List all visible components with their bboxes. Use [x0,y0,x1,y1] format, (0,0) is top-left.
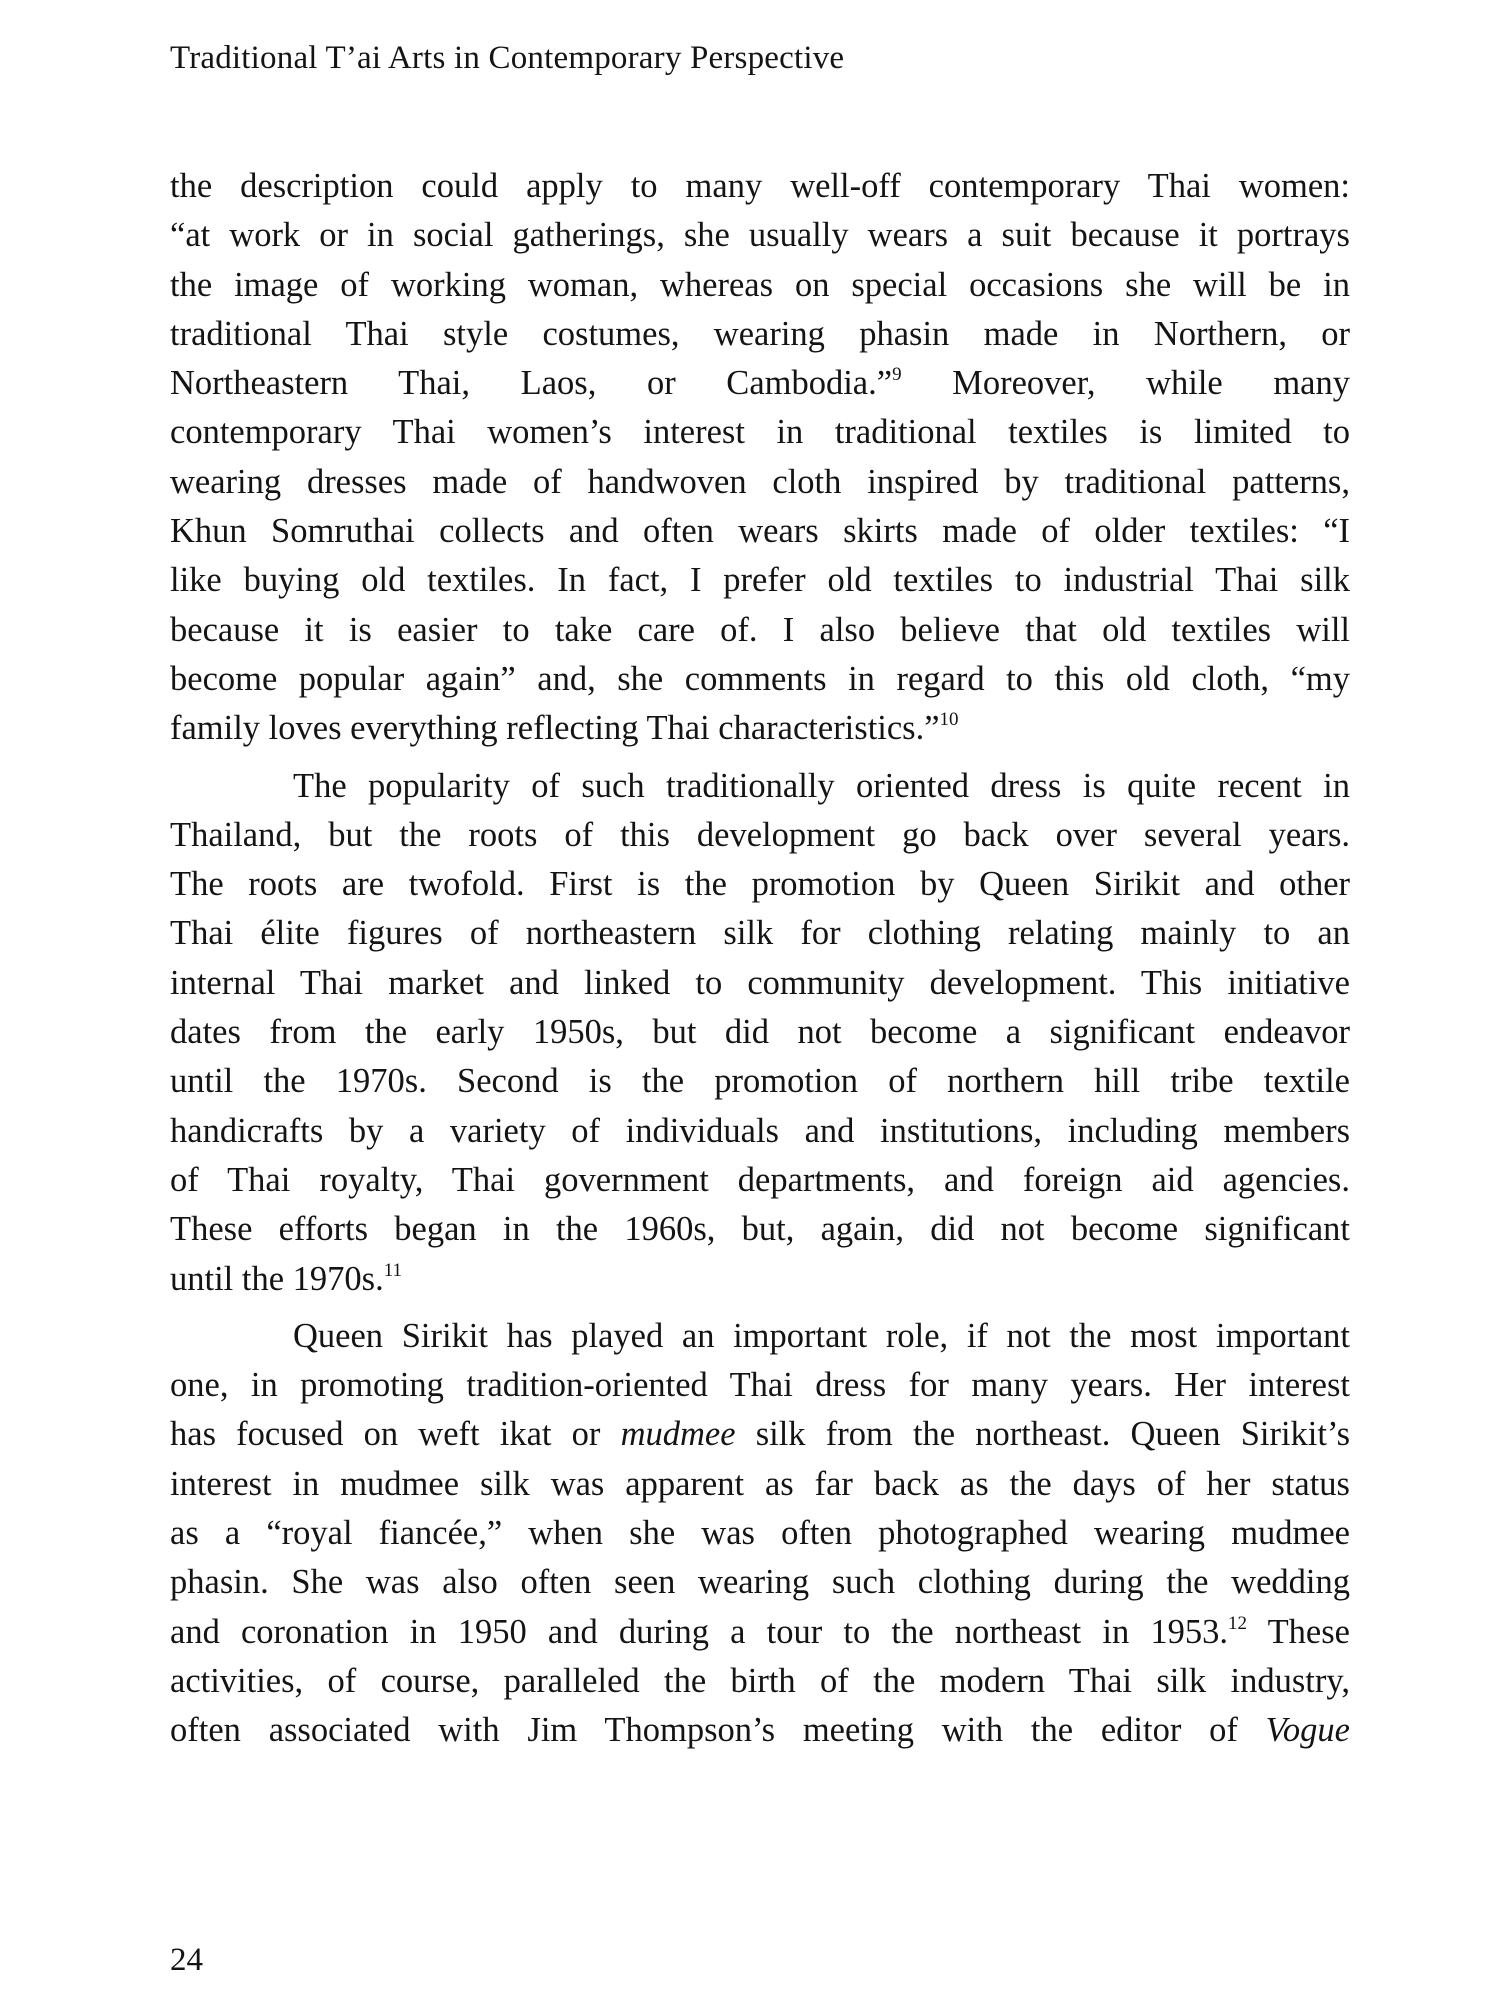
text-run: because it is easier to take care of. I also believe that old textiles will [170,610,1350,649]
footnote-ref: 9 [892,364,902,386]
text-run: dates from the early 1950s, but did not become a significant endeavor [170,1013,1350,1052]
text-line [170,860,1350,909]
text-run: and coronation in 1950 and during a tour to the northeast in 1953. [170,1612,1229,1651]
text-run: like buying old textiles. In fact, I prefer old textiles to industrial Thai silk [170,561,1350,600]
text-run: These efforts began in the 1960s, but, again, did not become significant [170,1210,1350,1249]
text-line [170,1255,1350,1304]
text-line [170,1509,1350,1558]
text-line [170,408,1350,457]
footnote-ref: 12 [1228,1612,1248,1634]
text-run: one, in promoting tradition-oriented Thai dress for many years. Her interest [170,1366,1350,1405]
text-run: of Thai royalty, Thai government departments, and foreign aid agencies. [170,1160,1350,1199]
text-run: phasin. She was also often seen wearing such clothing during the wedding [170,1563,1350,1602]
footnote-ref: 11 [383,1259,403,1281]
page-number: 24 [170,1942,203,1978]
text-line [170,1361,1350,1410]
text-run: become popular again” and, she comments in regard to this old cloth, “my [170,659,1350,698]
text-run: wearing dresses made of handwoven cloth inspired by traditional patterns, [170,462,1350,501]
text-line [170,1460,1350,1509]
text-line [170,1657,1350,1706]
text-run: activities, of course, paralleled the birth of the modern Thai silk industry, [170,1661,1350,1700]
text-line [170,1156,1350,1205]
text-run: Thailand, but the roots of this development go back over several years. [170,815,1350,854]
text-line [170,959,1350,1008]
text-run: silk from the northeast. Queen Sirikit’s [735,1415,1350,1454]
text-run: has focused on weft ikat or [170,1415,621,1454]
text-run: as a “royal fiancée,” when she was often photographed wearing mudmee [170,1514,1350,1553]
text-line [170,1008,1350,1057]
text-line [170,655,1350,704]
text-line [170,909,1350,958]
text-line [170,1107,1350,1156]
text-line [170,811,1350,860]
paragraph-gap [170,754,1350,762]
text-line [170,458,1350,507]
text-line [170,1205,1350,1254]
text-line [170,310,1350,359]
text-line [170,762,1350,811]
text-line [170,1706,1350,1755]
text-run: These [1247,1612,1350,1651]
text-line [170,162,1350,211]
text-run: handicrafts by a variety of individuals and institutions, including members [170,1111,1350,1150]
text-run: contemporary Thai women’s interest in traditional textiles is limited to [170,413,1350,452]
running-head: Traditional T’ai Arts in Contemporary Perspective [170,40,845,76]
text-line [170,556,1350,605]
paragraph [170,162,1350,754]
text-line [170,606,1350,655]
text-line [170,1410,1350,1459]
paragraph-gap [170,1304,1350,1312]
paragraph [170,762,1350,1304]
text-line [170,1057,1350,1106]
italic-term: mudmee [620,1415,736,1454]
italic-term: Vogue [1265,1711,1350,1750]
text-run: Thai élite figures of northeastern silk for clothing relating mainly to an [170,914,1350,953]
text-run: Moreover, while many [901,364,1350,403]
text-run: until the 1970s. Second is the promotion of northern hill tribe textile [170,1062,1350,1101]
text-run: the description could apply to many well-off contemporary Thai women: [170,167,1350,205]
text-line [170,1558,1350,1607]
text-line [170,704,1350,753]
text-line [170,359,1350,408]
text-run: The roots are twofold. First is the promotion by Queen Sirikit and other [170,865,1350,904]
text-line [170,1608,1350,1657]
text-run: Khun Somruthai collects and often wears skirts made of older textiles: “I [170,512,1350,551]
text-run: The popularity of such traditionally oriented dress is quite recent in [293,766,1350,805]
text-line [170,261,1350,310]
text-run: often associated with Jim Thompson’s meeting with the editor of [170,1711,1266,1750]
text-run: Queen Sirikit has played an important role, if not the most important [293,1316,1350,1355]
text-run: “at work or in social gatherings, she usually wears a suit because it portrays [170,216,1350,255]
body-text [170,162,1350,1756]
footnote-ref: 10 [939,709,959,731]
paragraph [170,1312,1350,1756]
text-line [170,211,1350,260]
text-run: traditional Thai style costumes, wearing phasin made in Northern, or [170,314,1350,353]
text-run: the image of working woman, whereas on special occasions she will be in [170,265,1350,304]
text-line [170,1312,1350,1361]
text-run: until the 1970s. [170,1259,384,1298]
text-run: interest in mudmee silk was apparent as far back as the days of her status [170,1464,1350,1503]
text-run: internal Thai market and linked to community development. This initiative [170,963,1350,1002]
text-run: Northeastern Thai, Laos, or Cambodia.” [170,364,893,403]
text-run: family loves everything reflecting Thai characteristics.” [170,709,940,748]
text-line [170,507,1350,556]
